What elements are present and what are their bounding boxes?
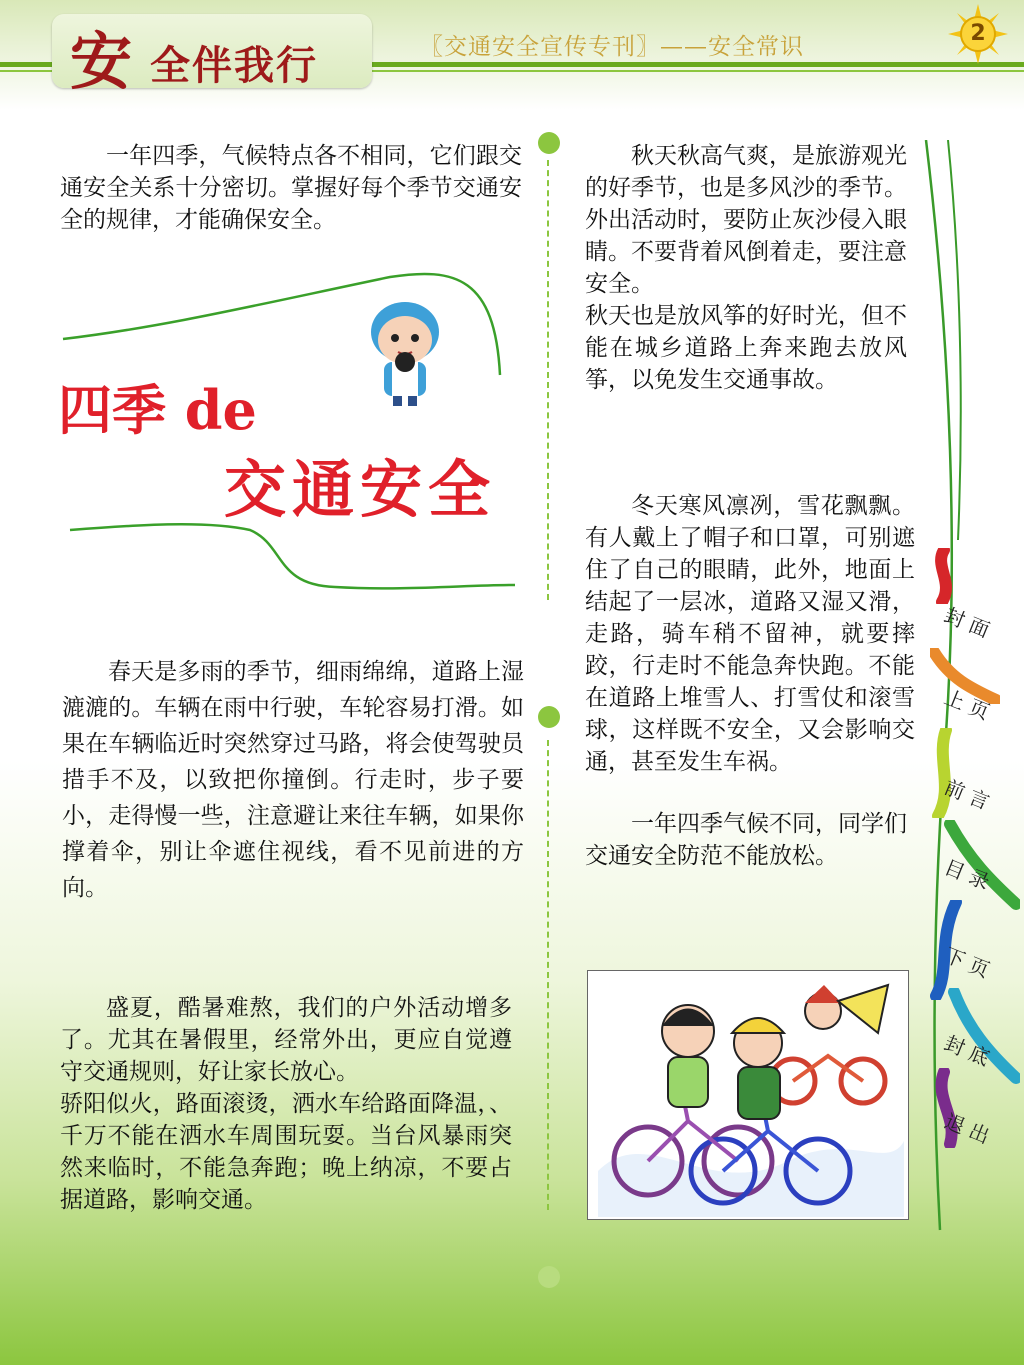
cartoon-boy-microphone-icon: [360, 296, 450, 408]
divider-dot: [538, 1266, 560, 1288]
divider-dot: [538, 706, 560, 728]
summer-paragraph-2: 骄阳似火，路面滚烫，洒水车给路面降温，、千万不能在洒水车周围玩耍。当台风暴雨突然来临时，不能急奔跑；晚上纳凉，不要占据道路，影响交通。: [60, 1091, 512, 1213]
cycling-kids-illustration: [587, 970, 909, 1220]
spring-paragraph: 春天是多雨的季节，细雨绵绵，道路上湿漉漉的。车辆在雨中行驶，车轮容易打滑。如果在车辆临近时突然穿过马路，将会使驾驶员措手不及，以致把你撞倒。行走时，步子要小，走得慢一些，注意避让来往车辆，如果你撑着伞，别让伞遮住视线，看不见前进的方向。: [62, 659, 524, 901]
nav-prev-page-link[interactable]: 上 页: [940, 684, 993, 725]
cycling-kids-icon: [588, 971, 908, 1219]
closing-paragraph: 一年四季气候不同，同学们交通安全防范不能放松。: [585, 811, 907, 869]
logo-big-char: 安: [70, 25, 133, 98]
nav-exit-link[interactable]: 退 出: [940, 1108, 993, 1149]
nav-toc-link[interactable]: 目 录: [940, 854, 993, 895]
art-title-traffic-safety: 交通安全: [224, 453, 497, 526]
nav-cover-link[interactable]: 封 面: [940, 602, 993, 643]
autumn-paragraph-1: 秋天秋高气爽，是旅游观光的好季节，也是多风沙的季节。外出活动时，要防止灰沙侵入眼睛。不要背着风倒着走，要注意安全。: [585, 143, 907, 297]
nav-ribbon-cover-icon: [930, 548, 960, 604]
nav-next-page-link[interactable]: 下 页: [940, 942, 993, 983]
logo-text: 全伴我行: [150, 42, 318, 89]
nav-preface-link[interactable]: 前 言: [940, 774, 993, 815]
nav-back-cover-link[interactable]: 封 底: [940, 1030, 993, 1071]
autumn-paragraph-2: 秋天也是放风筝的好时光，但不能在城乡道路上奔来跑去放风筝，以免发生交通事故。: [585, 303, 907, 393]
nav-panel: [930, 548, 1022, 1148]
column-divider: [547, 160, 549, 600]
page-number: 2: [970, 21, 986, 46]
column-divider: [547, 740, 549, 1210]
art-title-seasons: 四季 de: [58, 378, 257, 442]
header-title: 〖交通安全宣传专刊〗——安全常识: [420, 34, 804, 60]
summer-paragraph-1: 盛夏，酷暑难熬，我们的户外活动增多了。尤其在暑假里，经常外出，更应自觉遵守交通规则，好让家长放心。: [60, 995, 512, 1085]
divider-dot: [538, 132, 560, 154]
winter-paragraph: 冬天寒风凛冽，雪花飘飘。有人戴上了帽子和口罩，可别遮住了自己的眼睛，此外，地面上结起了一层冰，道路又湿又滑，走路，骑车稍不留神，就要摔跤，行走时不能急奔快跑。不能在道路上堆雪人、打雪仗和滚雪球，这样既不安全，又会影响交通，甚至发生车祸。: [585, 493, 915, 775]
intro-paragraph: 一年四季，气候特点各不相同，它们跟交通安全关系十分密切。掌握好每个季节交通安全的规律，才能确保安全。: [60, 143, 522, 233]
